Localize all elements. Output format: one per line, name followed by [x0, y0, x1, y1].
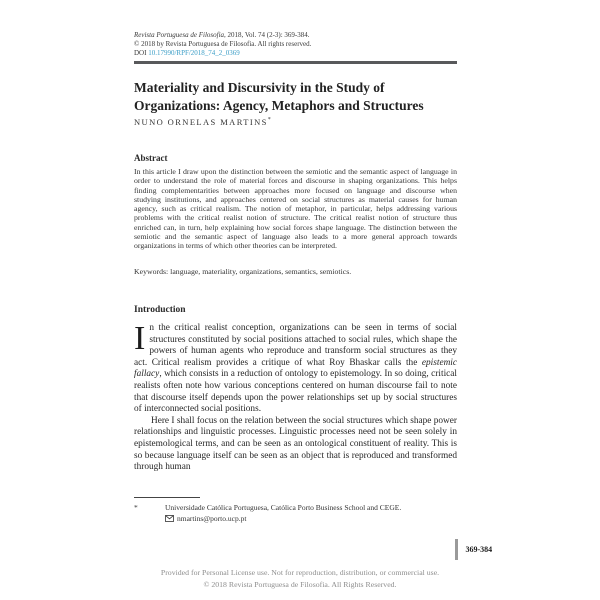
drop-cap: I — [134, 320, 146, 357]
affiliation-text: Universidade Católica Portuguesa, Católica Porto Business School and CEGE. — [165, 503, 402, 512]
footnote-rule — [134, 497, 200, 498]
abstract-heading: Abstract — [134, 153, 168, 163]
author-name: NUNO ORNELAS MARTINS — [134, 117, 268, 127]
citation-line — [134, 31, 457, 40]
italic-term-epistemic-fallacy: epistemic fallacy — [134, 357, 457, 380]
license-line: Provided for Personal License use. Not for reproduction, distribution, or commercial use. — [160, 568, 440, 577]
author-line — [134, 117, 457, 127]
footer-copyright-line: © 2018 Revista Portuguesa de Filosofia. All Rights Reserved. — [203, 580, 397, 589]
paragraph-text: n the critical realist conception, organizations can be seen in terms of social structures constituted by social positions attached to social rules, which shape the powers of human agents who reproduce and transform social structures as they act. Critical realism provides a critique of what Roy Bhaskar calls the — [134, 323, 457, 368]
keywords-line: Keywords: language, materiality, organizations, semantics, semiotics. — [134, 267, 352, 276]
doi-link[interactable]: 10.17990/RPF/2018_74_2_0369 — [148, 49, 240, 58]
doi-line — [134, 49, 457, 58]
article-title: Materiality and Discursivity in the Study of Organizations: Agency, Metaphors and Structures — [134, 80, 424, 113]
page-range: 369-384 — [465, 545, 493, 554]
citation-volume-info: , 2018, Vol. 74 (2-3): 369-384. — [224, 31, 310, 39]
envelope-icon — [165, 514, 174, 525]
intro-paragraph-2: Here I shall focus on the relation between the social structures which shape power relationships and linguistic processes. Linguistic processes need not be seen solely in epistemological terms, and can be seen as an ontological constituent of reality. This is so because language itself can be seen as an object that is reproduced and transformed through human — [134, 415, 457, 473]
journal-name: Revista Portuguesa de Filosofia — [134, 31, 225, 39]
footnote — [134, 502, 457, 525]
copyright-line: © 2018 by Revista Portuguesa de Filosofia. All rights reserved. — [134, 40, 312, 49]
license-footer — [0, 567, 600, 591]
introduction-body — [134, 320, 457, 474]
footnote-symbol: * — [134, 503, 138, 512]
journal-citation-header — [134, 31, 457, 59]
footnote-affiliation-row — [134, 502, 457, 525]
intro-paragraph-1 — [134, 320, 457, 416]
email-row — [165, 513, 457, 525]
author-note-symbol: * — [267, 117, 271, 124]
header-rule — [134, 61, 457, 64]
page-range-badge — [455, 539, 492, 560]
paragraph-text: , which consists in a reduction of ontology to epistemology. In so doing, critical realists often note how various conceptions centered on human discourse fail to note that discourse itself depends upon the power relationships set up by social structures of interconnected social positions. — [134, 369, 457, 415]
email-link[interactable]: nmartins@porto.ucp.pt — [177, 514, 247, 523]
section-heading-introduction: Introduction — [134, 305, 186, 315]
badge-bar — [455, 539, 458, 560]
abstract-body: In this article I draw upon the distinction between the semiotic and the semantic aspect of language in order to understand the role of material forces and discourse in shaping organizations. This helps finding complementarities between approaches more focused on language and discourse when studying institutions, and approaches centered on social structures as material causes for human agency, such as critical realism. The notion of metaphor, in particular, helps addressing various problems with the critical realist notion of structure. The critical realist notion of structure thus enriched can, in turn, help explaining how social forces shape language. The distinction between the semiotic and the semantic aspect of language also leads to a more general approach towards organizations in terms of which other theories can be interpreted. — [134, 167, 457, 251]
doi-label: DOI — [134, 49, 149, 58]
